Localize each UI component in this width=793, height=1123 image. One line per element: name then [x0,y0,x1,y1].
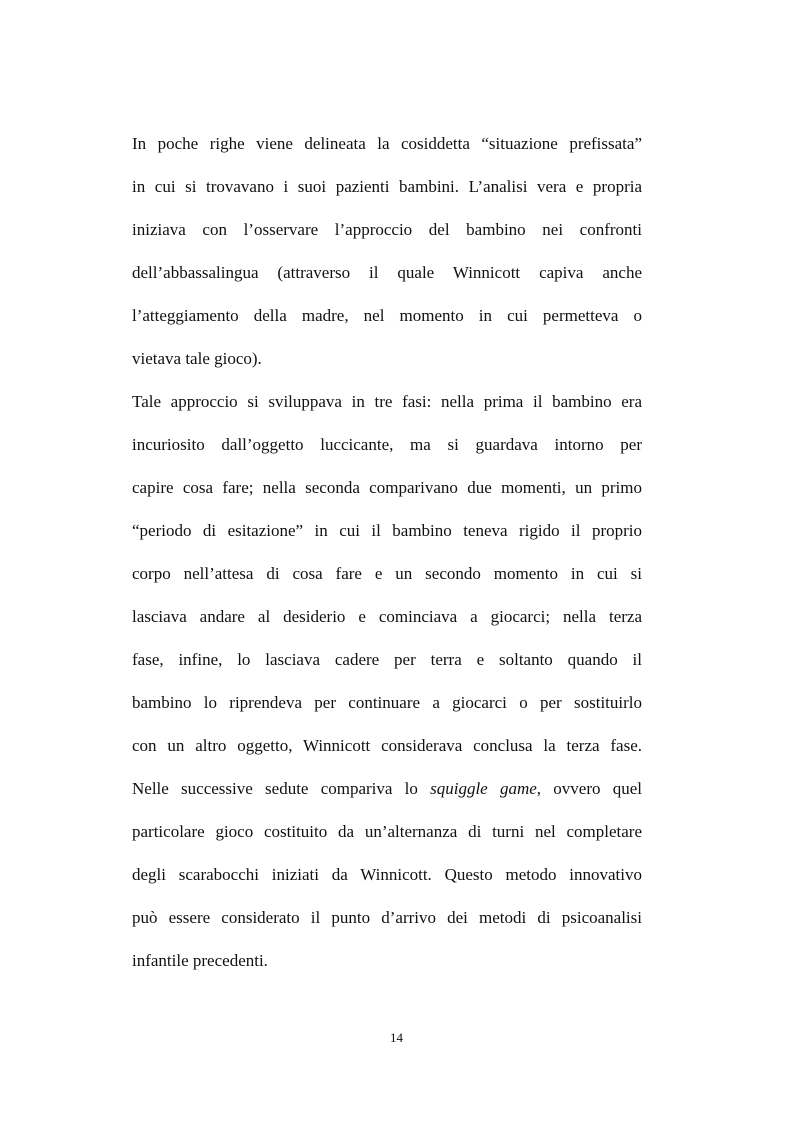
text-line-13: fase, infine, lo lasciava cadere per terra e soltanto quando il [132,650,642,669]
text-line-9: capire cosa fare; nella seconda comparivano due momenti, un primo [132,478,642,497]
text-line-16-italic: squiggle game [430,779,537,798]
text-line-3: iniziava con l’osservare l’approccio del bambino nei confronti [132,220,642,239]
text-line-5: l’atteggiamento della madre, nel momento in cui permetteva o [132,306,642,325]
text-line-11: corpo nell’attesa di cosa fare e un secondo momento in cui si [132,564,642,583]
text-line-1: In poche righe viene delineata la cosiddetta “situazione prefissata” [132,134,642,153]
text-line-16 [132,767,642,810]
text-line-10: “periodo di esitazione” in cui il bambino teneva rigido il proprio [132,521,642,540]
text-line-12: lasciava andare al desiderio e cominciava a giocarci; nella terza [132,607,642,626]
text-line-16-after: , ovvero quel [536,779,642,798]
text-line-15: con un altro oggetto, Winnicott considerava conclusa la terza fase. [132,736,642,755]
text-line-19: può essere considerato il punto d’arrivo dei metodi di psicoanalisi [132,908,642,927]
text-line-7: Tale approccio si sviluppava in tre fasi: nella prima il bambino era [132,392,642,411]
text-line-8: incuriosito dall’oggetto luccicante, ma si guardava intorno per [132,435,642,454]
text-line-6: vietava tale gioco). [132,349,262,368]
body-text [132,122,642,982]
text-line-18: degli scarabocchi iniziati da Winnicott. Questo metodo innovativo [132,865,642,884]
text-line-2: in cui si trovavano i suoi pazienti bambini. L’analisi vera e propria [132,177,642,196]
text-line-16-before: Nelle successive sedute compariva lo [132,779,431,798]
text-line-4: dell’abbassalingua (attraverso il quale Winnicott capiva anche [132,263,642,282]
text-line-17: particolare gioco costituito da un’alternanza di turni nel completare [132,822,642,841]
text-line-14: bambino lo riprendeva per continuare a giocarci o per sostituirlo [132,693,642,712]
page-number: 14 [390,1030,403,1045]
text-line-20: infantile precedenti. [132,951,268,970]
